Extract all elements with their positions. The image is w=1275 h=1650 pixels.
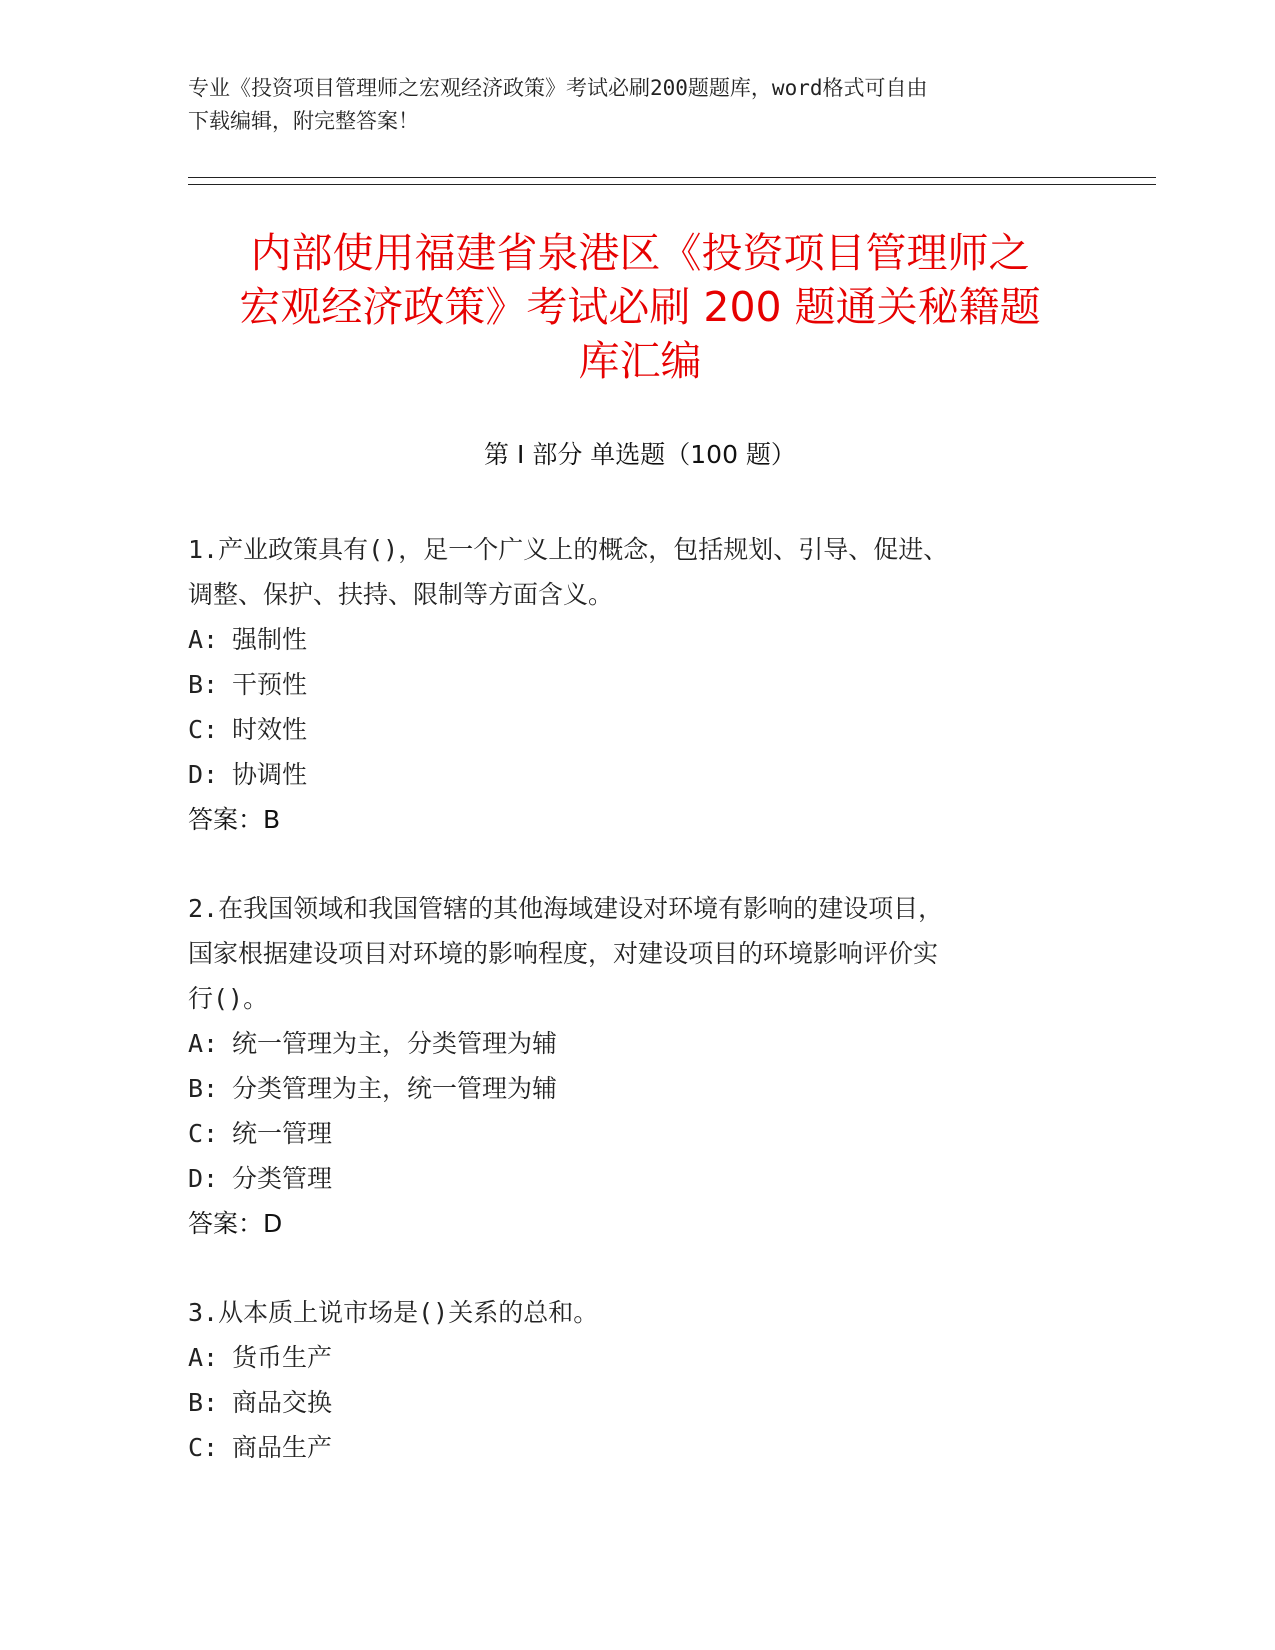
option-b [188, 1380, 1068, 1425]
stem-line: 行()。 [188, 984, 269, 1013]
option-a [188, 1021, 1068, 1066]
answer-line: 答案：B [188, 805, 281, 834]
header-divider-bottom [188, 184, 1156, 185]
option-a [188, 1335, 1068, 1380]
option-key: B: [188, 1074, 219, 1103]
question-list [188, 527, 1068, 1514]
question-stem [188, 886, 1068, 1021]
option-text: 商品生产 [232, 1433, 333, 1462]
section-heading: 第 I 部分 单选题（100 题） [484, 440, 796, 469]
intro-line-1: 专业《投资项目管理师之宏观经济政策》考试必刷200题题库，word格式可自由 [188, 76, 928, 100]
question-stem [188, 527, 1068, 617]
option-text: 协调性 [232, 760, 308, 789]
answer-line: 答案：D [188, 1209, 283, 1238]
option-key: A: [188, 1343, 219, 1372]
option-b [188, 662, 1068, 707]
option-b [188, 1066, 1068, 1111]
question-stem [188, 1290, 1068, 1335]
option-text: 商品交换 [232, 1388, 333, 1417]
stem-line: 3.从本质上说市场是()关系的总和。 [188, 1298, 599, 1327]
stem-line: 1.产业政策具有()，足一个广义上的概念，包括规划、引导、促进、 [188, 535, 949, 564]
title-line-2: 宏观经济政策》考试必刷 200 题通关秘籍题 [239, 283, 1041, 331]
option-key: D: [188, 760, 219, 789]
option-d [188, 752, 1068, 797]
header-divider-top [188, 177, 1156, 178]
question-3 [188, 1290, 1068, 1470]
option-key: A: [188, 1029, 219, 1058]
title-line-3: 库汇编 [578, 337, 702, 385]
option-c [188, 707, 1068, 752]
option-text: 时效性 [232, 715, 308, 744]
option-text: 分类管理 [232, 1164, 333, 1193]
option-text: 干预性 [232, 670, 308, 699]
option-key: C: [188, 715, 219, 744]
option-key: C: [188, 1433, 219, 1462]
question-1 [188, 527, 1068, 842]
intro-line-2: 下载编辑，附完整答案！ [188, 109, 419, 133]
option-text: 强制性 [232, 625, 308, 654]
option-key: B: [188, 1388, 219, 1417]
option-text: 统一管理 [232, 1119, 333, 1148]
option-text: 统一管理为主，分类管理为辅 [232, 1029, 558, 1058]
option-key: B: [188, 670, 219, 699]
option-c [188, 1111, 1068, 1156]
option-text: 分类管理为主，统一管理为辅 [232, 1074, 558, 1103]
stem-line: 2.在我国领域和我国管辖的其他海域建设对环境有影响的建设项目， [188, 894, 944, 923]
title-line-1: 内部使用福建省泉港区《投资项目管理师之 [250, 229, 1030, 277]
option-key: A: [188, 625, 219, 654]
option-a [188, 617, 1068, 662]
option-key: C: [188, 1119, 219, 1148]
option-c [188, 1425, 1068, 1470]
document-title [160, 226, 1120, 388]
option-key: D: [188, 1164, 219, 1193]
option-text: 货币生产 [232, 1343, 333, 1372]
stem-line: 国家根据建设项目对环境的影响程度，对建设项目的环境影响评价实 [188, 939, 939, 968]
intro-text [188, 72, 1088, 138]
question-2 [188, 886, 1068, 1246]
option-d [188, 1156, 1068, 1201]
stem-line: 调整、保护、扶持、限制等方面含义。 [188, 580, 614, 609]
